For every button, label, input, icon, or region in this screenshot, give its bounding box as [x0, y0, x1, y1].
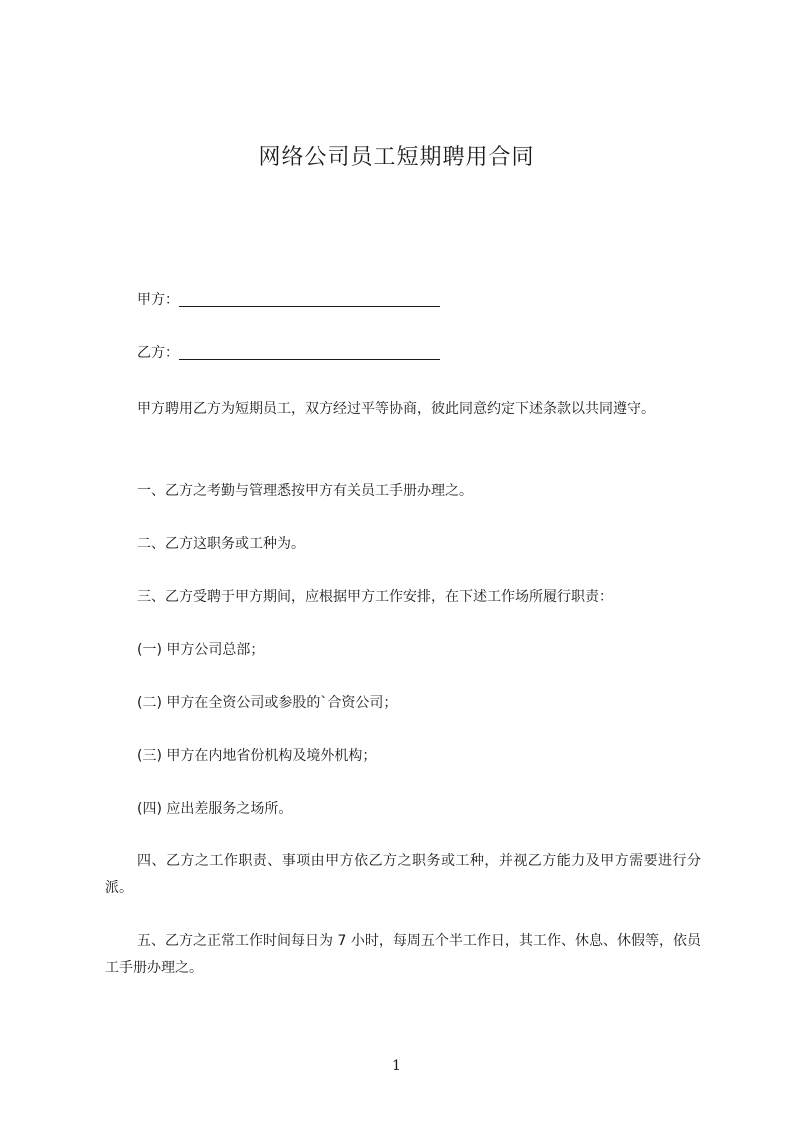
document-title: 网络公司员工短期聘用合同	[258, 145, 535, 170]
clause-1: 一、乙方之考勤与管理悉按甲方有关员工手册办理之。	[137, 483, 473, 499]
intro-paragraph: 甲方聘用乙方为短期员工，双方经过平等协商，彼此同意约定下述条款以共同遵守。	[137, 401, 655, 417]
clause-3-item-2: (二) 甲方在全资公司或参股的`合资公司；	[137, 695, 398, 711]
party-b-blank-line	[179, 343, 440, 360]
clause-2: 二、乙方这职务或工种为。	[137, 536, 305, 552]
page-number: 1	[392, 1058, 401, 1074]
party-a-label: 甲方：	[137, 292, 179, 308]
clause-3-item-1: (一) 甲方公司总部；	[137, 642, 265, 658]
clause-5: 五、乙方之正常工作时间每日为 7 小时，每周五个半工作日，其工作、休息、休假等，依员工手册办理之。	[105, 933, 701, 976]
party-b-field	[137, 343, 440, 363]
clause-3: 三、乙方受聘于甲方期间，应根据甲方工作安排，在下述工作场所履行职责：	[137, 589, 613, 605]
party-a-blank-line	[179, 290, 440, 307]
clause-3-item-3: (三) 甲方在内地省份机构及境外机构；	[137, 748, 377, 764]
party-a-field	[137, 290, 440, 310]
clause-3-item-4: (四) 应出差服务之场所。	[137, 801, 293, 817]
clause-4: 四、乙方之工作职责、事项由甲方依乙方之职务或工种，并视乙方能力及甲方需要进行分派。	[105, 853, 701, 896]
party-b-label: 乙方：	[137, 345, 179, 361]
